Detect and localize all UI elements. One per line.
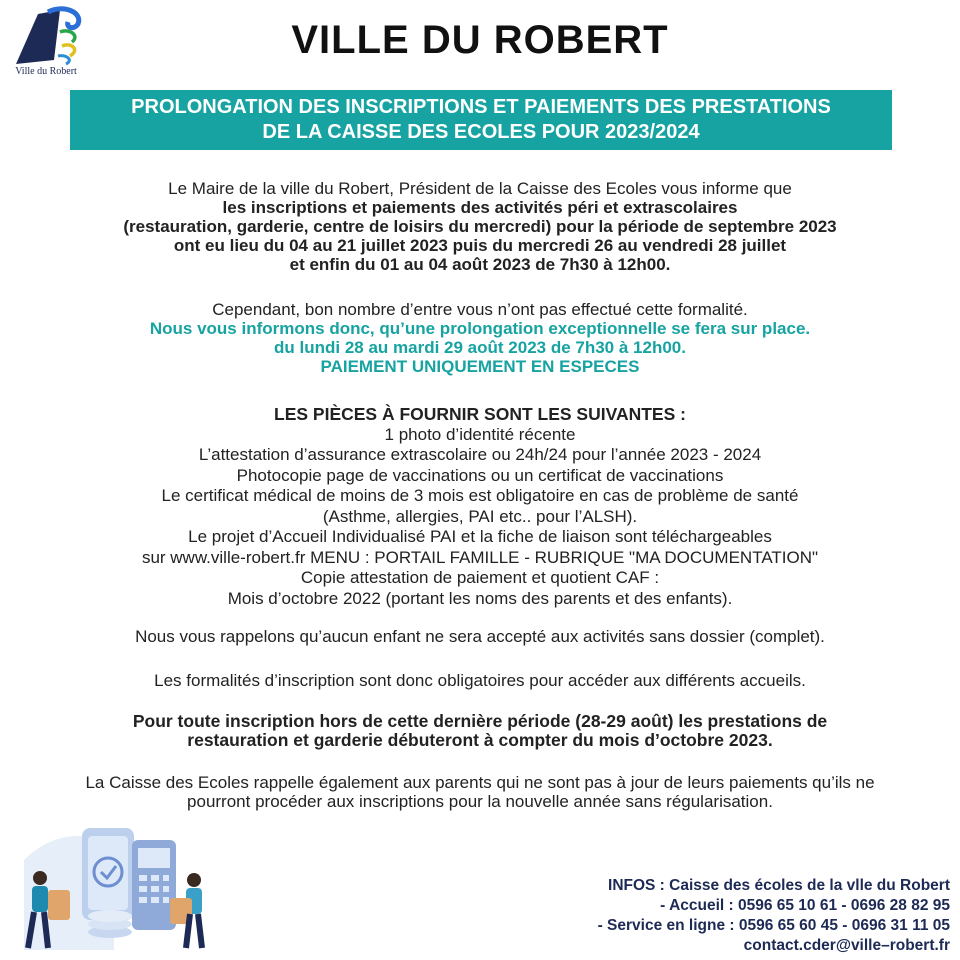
document-item: Le certificat médical de moins de 3 mois est obligatoire en cas de problème de santé bbox=[161, 486, 799, 505]
prolongation-highlight: PAIEMENT UNIQUEMENT EN ESPECES bbox=[320, 357, 640, 376]
closing-line: pourront procéder aux inscriptions pour la nouvelle année sans régularisation. bbox=[187, 792, 773, 811]
closing-line: La Caisse des Ecoles rappelle également aux parents qui ne sont pas à jour de leurs paiements qu’ils ne bbox=[85, 773, 875, 792]
warning-line: restauration et garderie débuteront à compter du mois d’octobre 2023. bbox=[187, 730, 773, 750]
document-item: Photocopie page de vaccinations ou un certificat de vaccinations bbox=[236, 465, 724, 485]
intro-paragraph bbox=[10, 179, 950, 274]
intro-bold-line: ont eu lieu du 04 au 21 juillet 2023 puis du mercredi 26 au vendredi 28 juillet bbox=[173, 236, 787, 255]
documents-heading: LES PIÈCES À FOURNIR SONT LES SUIVANTES : bbox=[274, 404, 686, 424]
warning-line: Pour toute inscription hors de cette dernière période (28-29 août) les prestations de bbox=[132, 711, 828, 731]
document-item: 1 photo d’identité récente bbox=[384, 424, 576, 444]
contact-service-en-ligne: - Service en ligne : 0596 65 60 45 - 0696 31 11 05 bbox=[597, 917, 950, 934]
page-title: VILLE DU ROBERT bbox=[291, 18, 669, 62]
document-item: Le projet d’Accueil Individualisé PAI et la fiche de liaison sont téléchargeables bbox=[188, 527, 772, 546]
payment-illustration bbox=[14, 820, 219, 955]
documents-list bbox=[10, 404, 950, 609]
contact-accueil: - Accueil : 0596 65 10 61 - 0696 28 82 95 bbox=[660, 897, 950, 914]
prolongation-line: Cependant, bon nombre d’entre vous n’ont pas effectué cette formalité. bbox=[212, 300, 748, 319]
intro-bold-line: (restauration, garderie, centre de loisirs du mercredi) pour la période de septembre 2023 bbox=[123, 217, 837, 236]
closing-paragraph bbox=[10, 773, 950, 811]
document-item: sur www.ville-robert.fr MENU : PORTAIL FAMILLE - RUBRIQUE "MA DOCUMENTATION" bbox=[141, 547, 819, 567]
document-item: Mois d’octobre 2022 (portant les noms des parents et des enfants). bbox=[227, 588, 733, 608]
prolongation-highlight: Nous vous informons donc, qu’une prolongation exceptionnelle se fera sur place. bbox=[149, 319, 811, 338]
reminder-dossier: Nous vous rappelons qu’aucun enfant ne sera accepté aux activités sans dossier (complet). bbox=[135, 627, 825, 646]
contact-title: INFOS : Caisse des écoles de la vlle du Robert bbox=[608, 877, 950, 894]
logo-caption: Ville du Robert bbox=[15, 66, 77, 77]
prolongation-highlight: du lundi 28 au mardi 29 août 2023 de 7h30 à 12h00. bbox=[274, 338, 686, 357]
intro-bold-line: et enfin du 01 au 04 août 2023 de 7h30 à 12h00. bbox=[289, 255, 671, 274]
intro-line: Le Maire de la ville du Robert, Président de la Caisse des Ecoles vous informe que bbox=[168, 179, 792, 198]
intro-bold-line: les inscriptions et paiements des activités péri et extrascolaires bbox=[222, 198, 738, 217]
contact-email[interactable]: contact.cder@ville–robert.fr bbox=[743, 937, 950, 954]
document-item: L’attestation d’assurance extrascolaire ou 24h/24 pour l’année 2023 - 2024 bbox=[198, 445, 762, 464]
contact-info bbox=[598, 876, 950, 956]
document-item: (Asthme, allergies, PAI etc.. pour l’ALSH). bbox=[322, 506, 638, 526]
banner-line-2: DE LA CAISSE DES ECOLES POUR 2023/2024 bbox=[262, 121, 700, 143]
document-item: Copie attestation de paiement et quotient CAF : bbox=[300, 568, 660, 587]
announcement-banner bbox=[70, 90, 892, 150]
reminder-formalites: Les formalités d’inscription sont donc obligatoires pour accéder aux différents accueils. bbox=[154, 671, 806, 690]
banner-line-1: PROLONGATION DES INSCRIPTIONS ET PAIEMENTS DES PRESTATIONS bbox=[131, 96, 831, 118]
warning-paragraph bbox=[10, 712, 950, 750]
prolongation-paragraph bbox=[10, 300, 950, 376]
